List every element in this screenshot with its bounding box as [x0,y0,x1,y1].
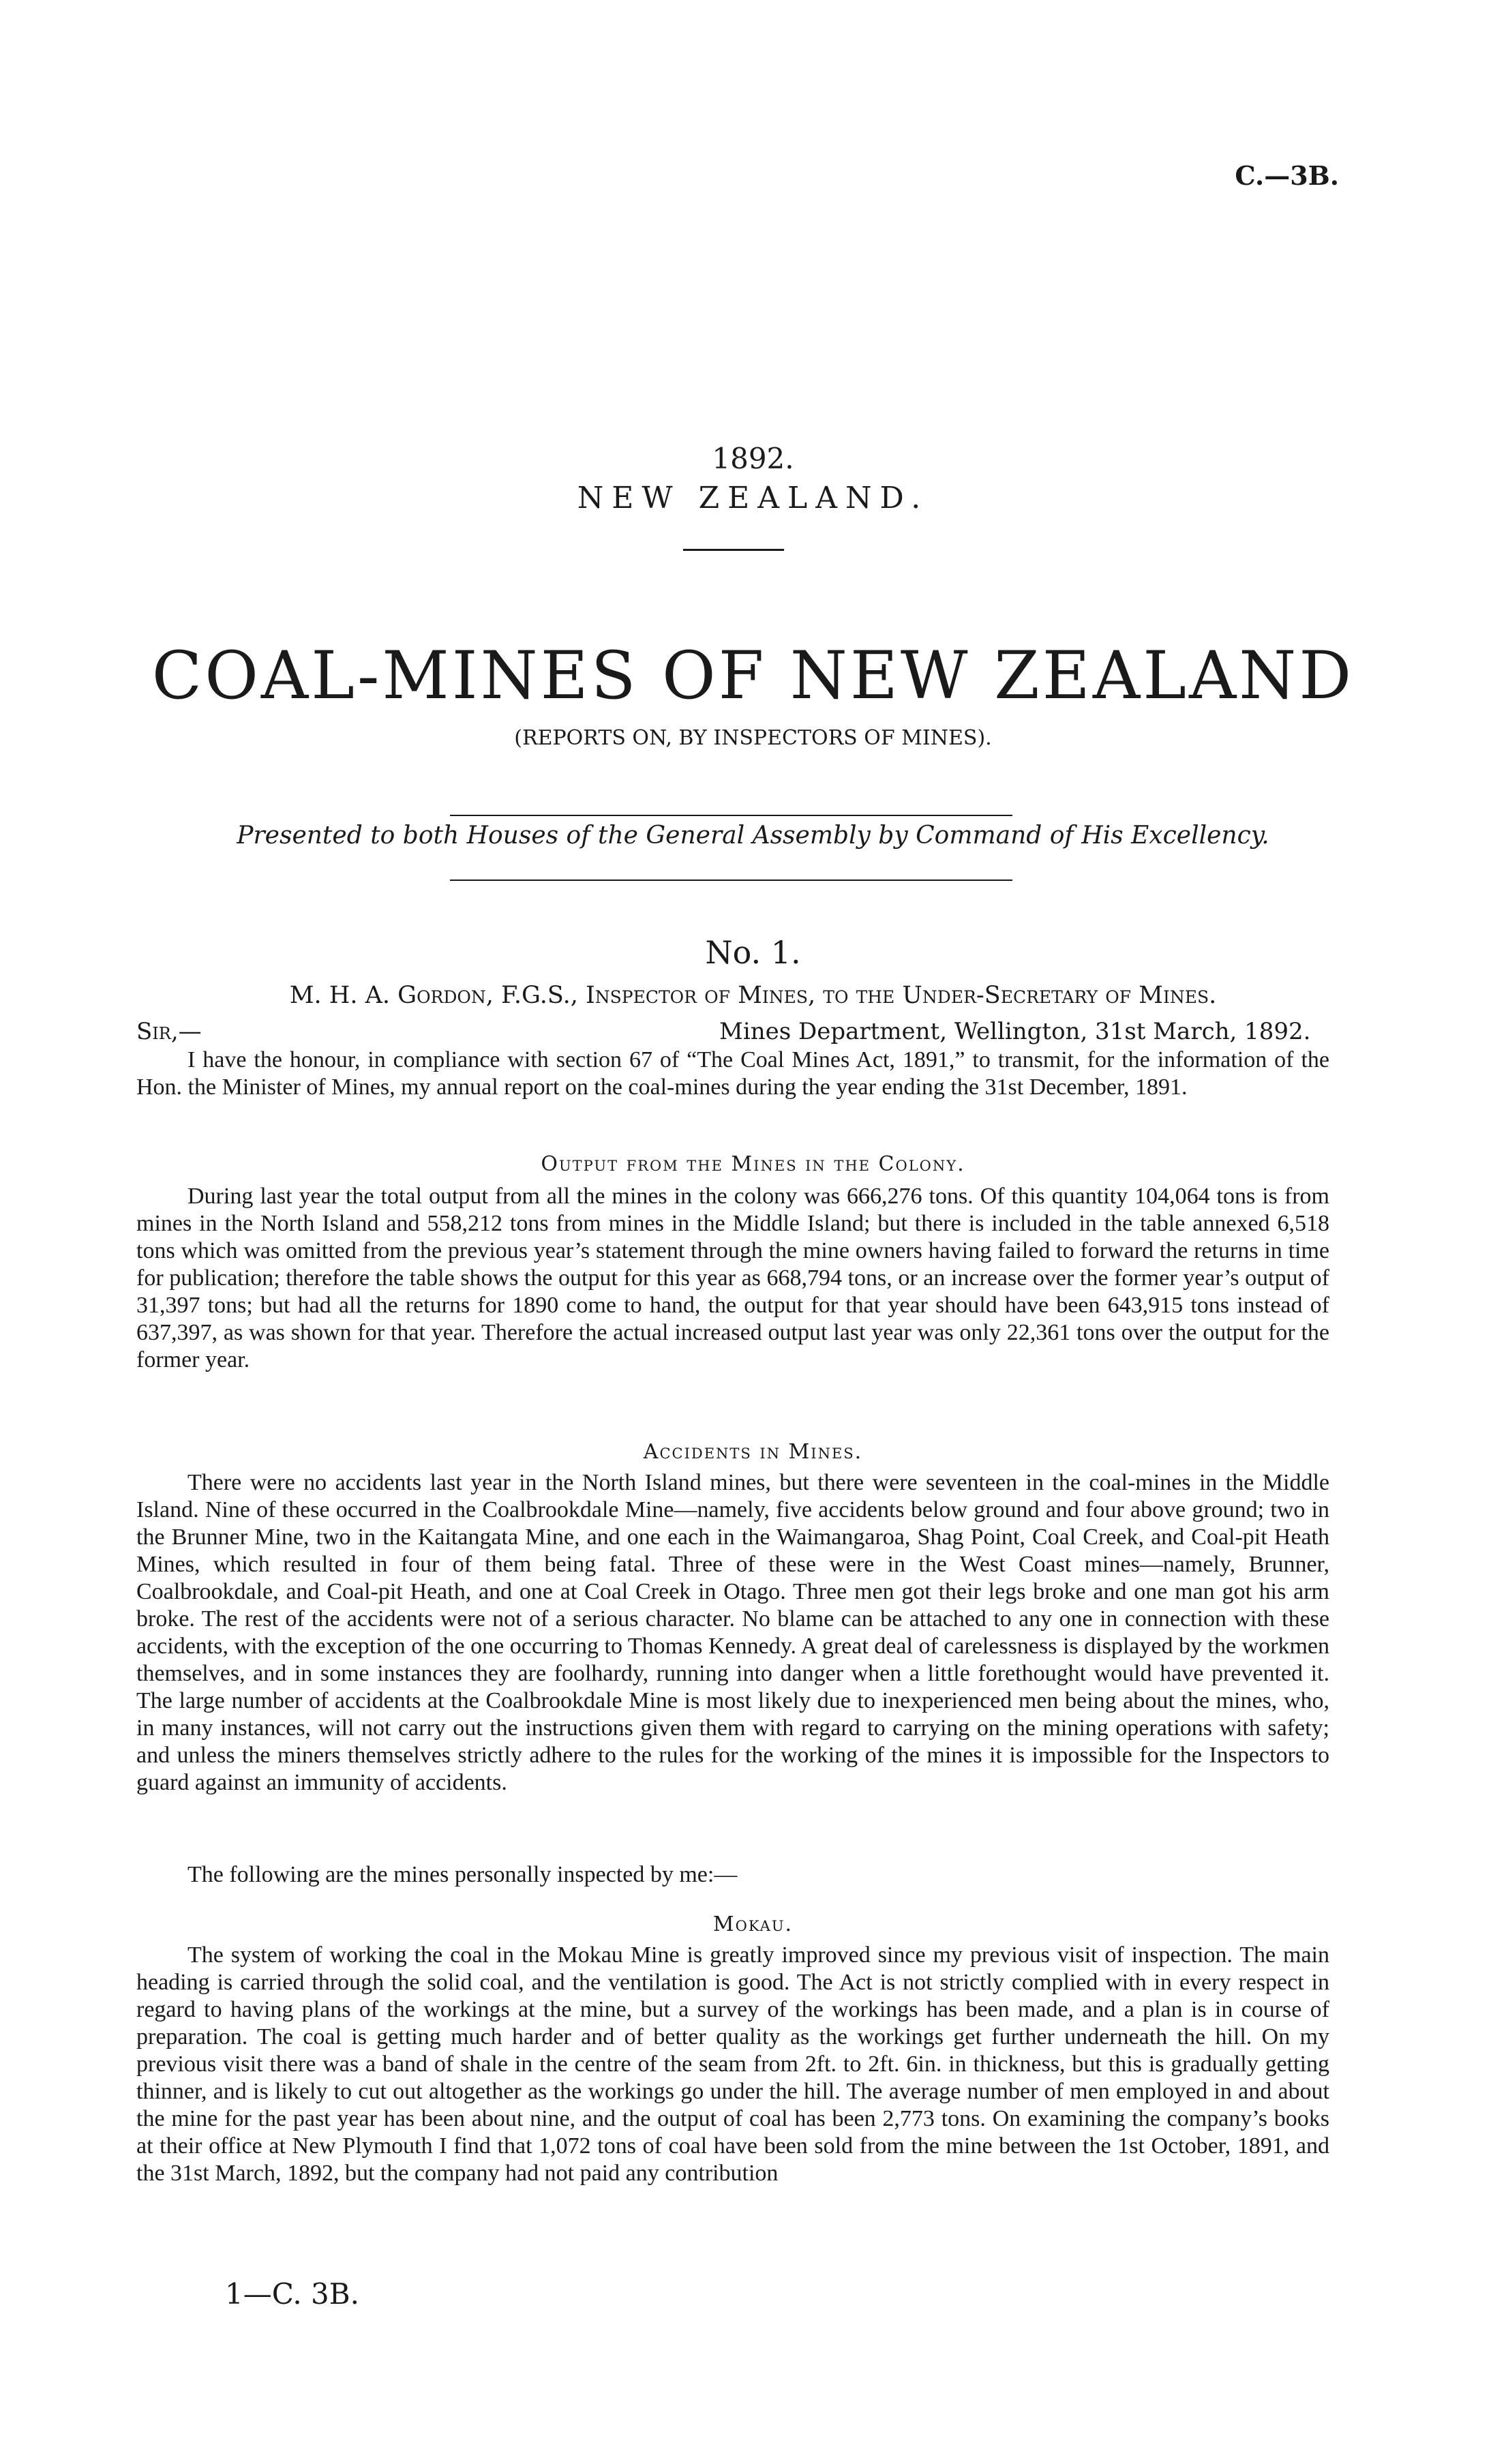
page-title: COAL-MINES OF NEW ZEALAND [151,637,1355,714]
letter-from-to: M. H. A. Gordon, F.G.S., Inspector of Mines, to the Under-Secretary of Mines. [289,982,1217,1009]
intro-paragraph: I have the honour, in compliance with section 67 of “The Coal Mines Act, 1891,” to transmit, for the information of the Hon. the Minister of Mines, my annual report on the coal-mines during the year ending the 31st December, 1891. [136,1047,1329,1100]
mokau-paragraph: The system of working the coal in the Mokau Mine is greatly improved since my previous visit of inspection. The main heading is carried through the solid coal, and the ventilation is good. The Act is not strictly complied with in every respect in regard to having plans of the workings at the mine, but a survey of the workings has been made, and a plan is in course of preparation. The coal is getting much harder and of better quality as the workings get further underneath the hill. On my previous visit there was a band of shale in the centre of the seam from 2ft. to 2ft. 6in. in thickness, but this is gradually getting thinner, and is likely to cut out altogether as the workings go under the hill. The average number of men employed in and about the mine for the past year has been about nine, and the output of coal has been 2,773 tons. On examining the company’s books at their office at New Plymouth I find that 1,072 tons of coal have been sold from the mine between the 1st October, 1891, and the 31st March, 1892, but the company had not paid any contribution [136,1942,1329,2186]
presented-line: Presented to both Houses of the General Assembly by Command of His Excellency. [237,822,1269,850]
address-line: Mines Department, Wellington, 31st March, 1892. [719,1018,1311,1045]
presented-rule-bottom [450,880,1012,881]
inspected-line: The following are the mines personally inspected by me:— [187,1862,738,1887]
country: NEW ZEALAND. [577,481,929,515]
salutation: Sir,— [136,1018,202,1045]
mokau-heading: Mokau. [712,1912,794,1936]
document-ref: C.—3B. [1235,160,1339,191]
signature-line: 1—C. 3B. [225,2277,359,2311]
accidents-heading: Accidents in Mines. [643,1440,863,1464]
output-heading: Output from the Mines in the Colony. [541,1152,965,1176]
output-paragraph: During last year the total output from all the mines in the colony was 666,276 tons. Of this quantity 104,064 tons is from mines in the North Island and 558,212 tons from mines in the Middle Island; but there is included in the table annexed 6,518 tons which was omitted from the previous year’s statement through the mine owners having failed to forward the returns in time for publication; therefore the table shows the output for this year as 668,794 tons, or an increase over the former year’s output of 31,397 tons; but had all the returns for 1890 come to hand, the output for that year should have been 643,915 tons instead of 637,397, as was shown for that year. Therefore the actual increased output last year was only 22,361 tons over the output for the former year. [136,1184,1329,1372]
letter-number: No. 1. [705,934,801,971]
year: 1892. [712,442,794,475]
title-rule [683,549,784,551]
accidents-paragraph: There were no accidents last year in the North Island mines, but there were seventeen in the coal-mines in the Middle Island. Nine of these occurred in the Coalbrookdale Mine—namely, five accidents below ground and four above ground; two in the Brunner Mine, two in the Kaitangata Mine, and one each in the Waimangaroa, Shag Point, Coal Creek, and Coal-pit Heath Mines, which resulted in four of them being fatal. Three of these were in the West Coast mines—namely, Brunner, Coalbrookdale, and Coal-pit Heath, and one at Coal Creek in Otago. Three men got their legs broke and one man got his arm broke. The rest of the accidents were not of a serious character. No blame can be attached to any one in connection with these accidents, with the exception of the one occurring to Thomas Kennedy. A great deal of carelessness is displayed by the workmen themselves, and in some instances they are foolhardy, running into danger when a little forethought would have prevented it. The large number of accidents at the Coalbrookdale Mine is most likely due to inexperienced men being about the mines, who, in many instances, will not carry out the instructions given them with regard to carrying on the mining operations with safety; and unless the miners themselves strictly adhere to the rules for the working of the mines it is impossible for the Inspectors to guard against an immunity of accidents. [136,1470,1329,1795]
presented-rule-top [450,815,1012,816]
subtitle: (REPORTS ON, BY INSPECTORS OF MINES). [514,726,992,750]
